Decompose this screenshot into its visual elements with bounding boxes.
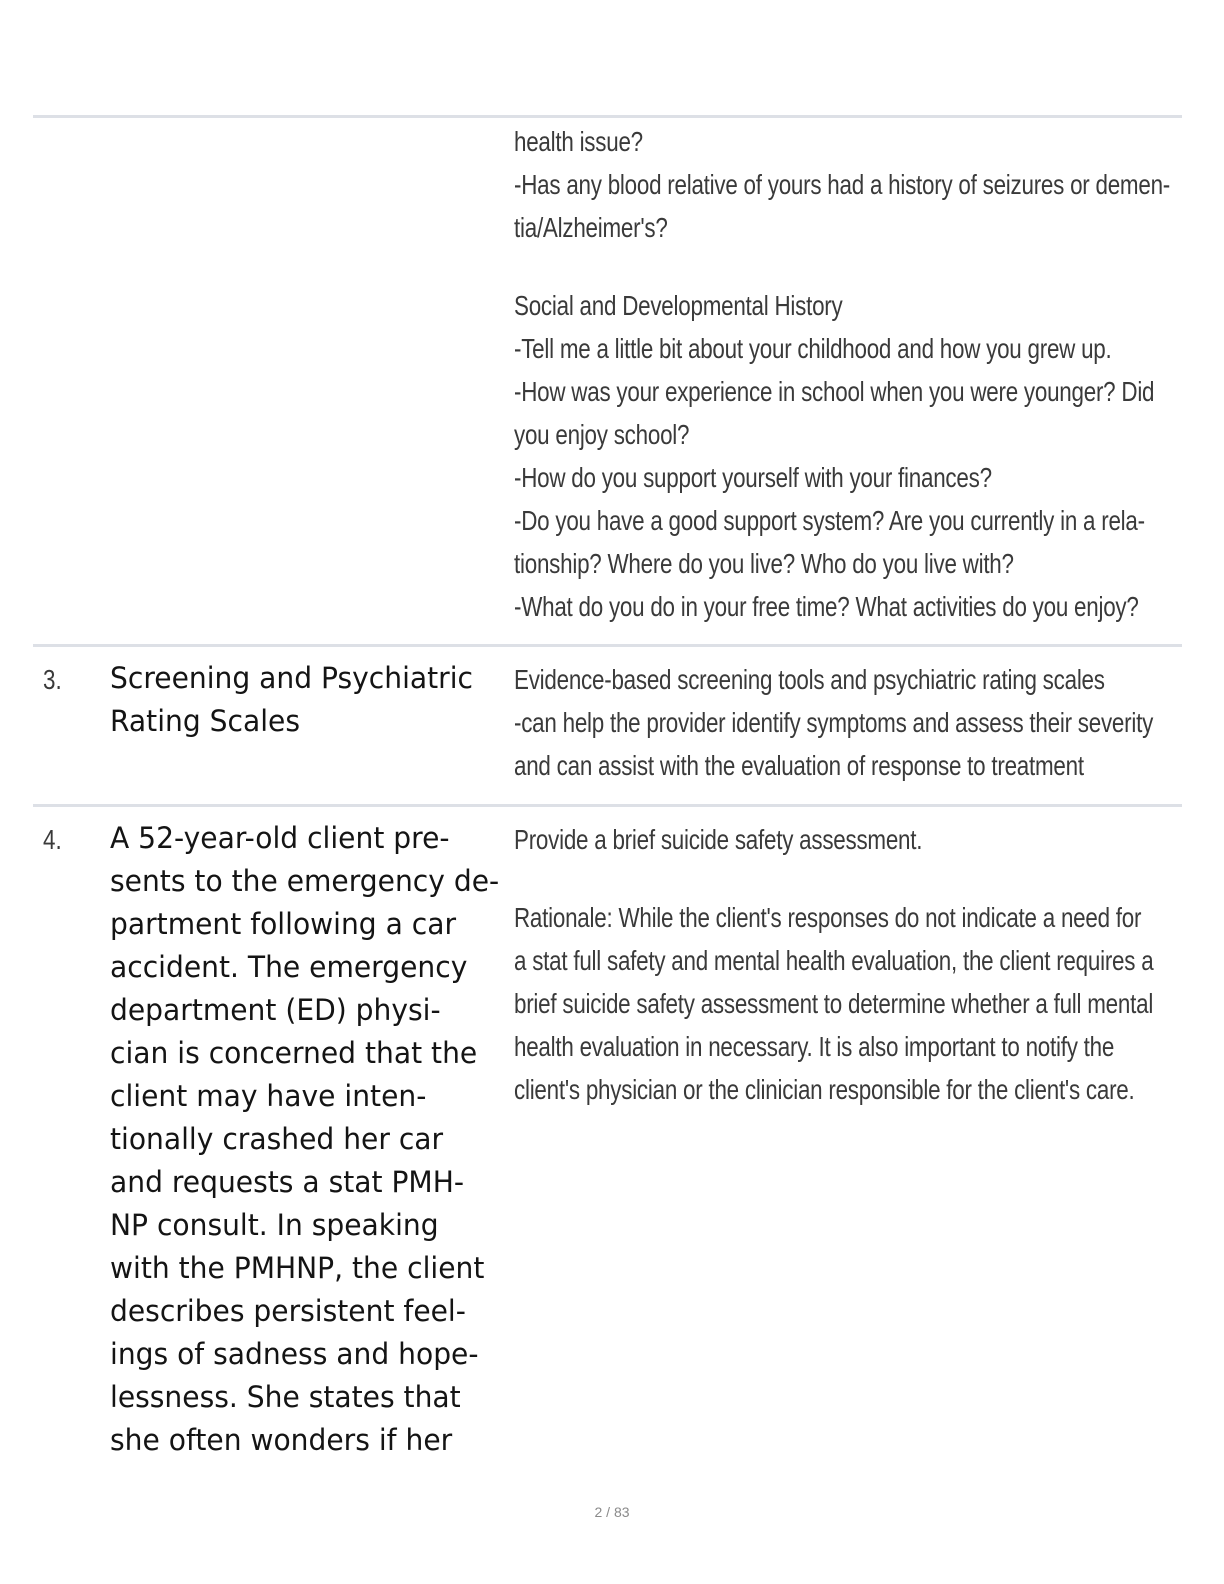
blank-line xyxy=(514,249,1042,284)
answer-line: Rationale: While the client's responses do not indicate a need for xyxy=(514,902,1142,933)
term-line: A 52-year-old client pre- xyxy=(110,821,450,855)
term-line: lessness. She states that xyxy=(110,1380,461,1414)
answer-line: -How was your experience in school when you were younger? Did xyxy=(514,376,1155,407)
term-line: and requests a stat PMH- xyxy=(110,1165,465,1199)
term-line: ings of sadness and hope- xyxy=(110,1337,479,1371)
answer-line: -How do you support yourself with your finances? xyxy=(514,462,992,493)
answer-line: -What do you do in your free time? What activities do you enjoy? xyxy=(514,591,1139,622)
answer-line: brief suicide safety assessment to determine whether a full mental xyxy=(514,988,1154,1019)
answer-line: health issue? xyxy=(514,126,643,157)
answer-line: Evidence-based screening tools and psychiatric rating scales xyxy=(514,664,1105,695)
answer-line: a stat full safety and mental health evaluation, the client requires a xyxy=(514,945,1154,976)
term-line: sents to the emergency de- xyxy=(110,864,500,898)
answer-cell xyxy=(514,120,1171,628)
term-cell xyxy=(110,817,498,1462)
row-number: 3. xyxy=(43,664,62,695)
answer-line: client's physician or the clinician responsible for the client's care. xyxy=(514,1074,1135,1105)
answer-line: Social and Developmental History xyxy=(514,290,843,321)
answer-line: -can help the provider identify symptoms and assess their severity xyxy=(514,707,1154,738)
answer-line: tia/Alzheimer's? xyxy=(514,212,668,243)
term-line: tionally crashed her car xyxy=(110,1122,444,1156)
page-indicator: 2 / 83 xyxy=(594,1504,630,1520)
answer-cell xyxy=(514,818,1154,1111)
blank-line xyxy=(514,861,1042,896)
term-line: she often wonders if her xyxy=(110,1423,453,1457)
term-line: partment following a car xyxy=(110,907,457,941)
term-line: cian is concerned that the xyxy=(110,1036,478,1070)
answer-line: and can assist with the evaluation of response to treatment xyxy=(514,750,1084,781)
answer-line: you enjoy school? xyxy=(514,419,690,450)
row-divider xyxy=(33,804,1182,807)
row-divider-top xyxy=(33,115,1182,118)
term-line: NP consult. In speaking xyxy=(110,1208,439,1242)
row-divider xyxy=(33,644,1182,647)
term-line: accident. The emergency xyxy=(110,950,468,984)
term-line: Screening and Psychiatric xyxy=(110,661,474,695)
answer-line: health evaluation in necessary. It is also important to notify the xyxy=(514,1031,1115,1062)
term-line: describes persistent feel- xyxy=(110,1294,466,1328)
answer-line: -Has any blood relative of yours had a history of seizures or demen- xyxy=(514,169,1171,200)
term-line: department (ED) physi- xyxy=(110,993,441,1027)
term-line: with the PMHNP, the client xyxy=(110,1251,485,1285)
answer-line: -Tell me a little bit about your childhood and how you grew up. xyxy=(514,333,1112,364)
answer-cell xyxy=(514,658,1154,787)
term-line: client may have inten- xyxy=(110,1079,427,1113)
answer-line: tionship? Where do you live? Who do you live with? xyxy=(514,548,1014,579)
row-number: 4. xyxy=(43,824,62,855)
answer-line: -Do you have a good support system? Are you currently in a rela- xyxy=(514,505,1145,536)
term-cell xyxy=(110,657,498,743)
term-line: Rating Scales xyxy=(110,704,300,738)
answer-line: Provide a brief suicide safety assessment. xyxy=(514,824,923,855)
